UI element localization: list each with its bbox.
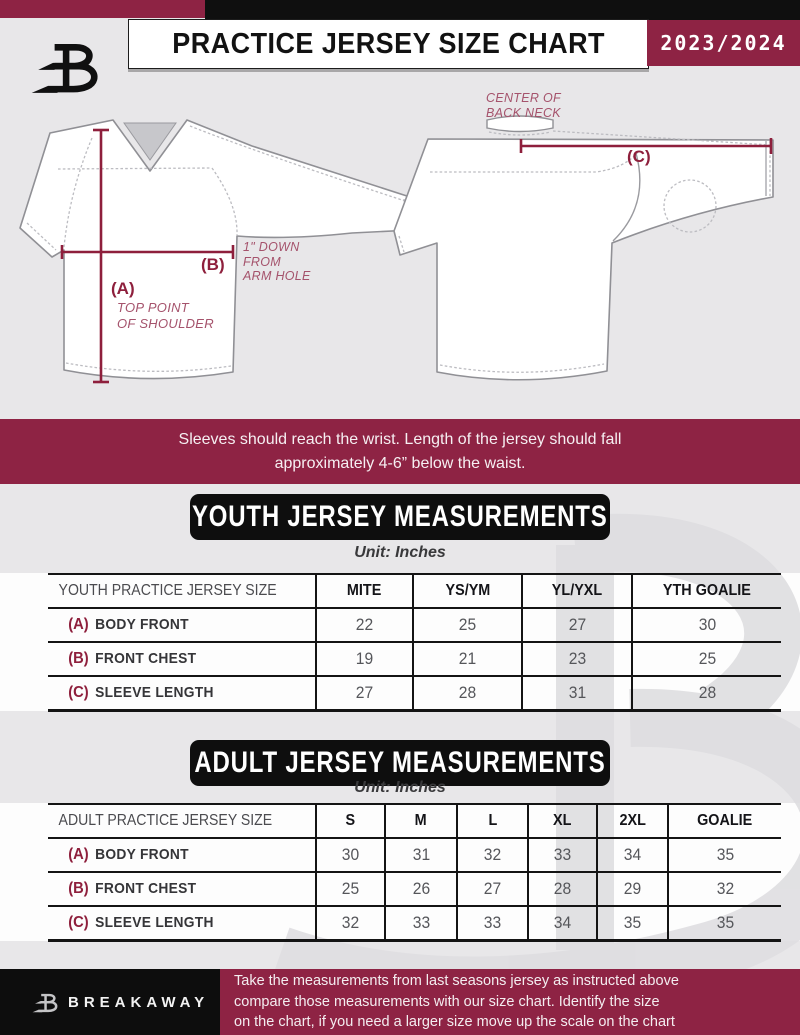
youth-row-body-front: (A) BODY FRONT 22 25 27 30 — [48, 608, 781, 642]
size-l: L — [488, 812, 497, 829]
youth-row-front-chest: (B) FRONT CHEST 19 21 23 25 — [48, 642, 781, 676]
page-title-text: PRACTICE JERSEY SIZE CHART — [172, 27, 605, 60]
brand-name: BREAKAWAY — [68, 993, 210, 1011]
youth-unit-label: Unit: Inches — [354, 544, 446, 561]
adult-section-heading: ADULT JERSEY MEASUREMENTS — [190, 740, 610, 786]
adult-row-body-front: (A) BODY FRONT 30 31 32 33 34 35 — [48, 838, 781, 872]
youth-section-heading: YOUTH JERSEY MEASUREMENTS — [190, 494, 610, 540]
measure-label-a: (A) — [111, 279, 135, 298]
size-m: M — [414, 812, 427, 829]
notice-line-2: approximately 4-6” below the waist. — [274, 454, 526, 472]
youth-row-sleeve-length: (C) SLEEVE LENGTH 27 28 31 28 — [48, 676, 781, 711]
footer-line-2: compare those measurements with our size chart. Identify the size — [234, 993, 660, 1010]
measure-label-c: (C) — [627, 147, 651, 166]
adult-row-sleeve-length: (C) SLEEVE LENGTH 32 33 33 34 35 35 — [48, 906, 781, 941]
size-ylyxl: YL/YXL — [551, 582, 603, 599]
youth-col-header: YOUTH PRACTICE JERSEY SIZE — [58, 582, 277, 599]
shoulder-note: TOP POINT OF SHOULDER — [117, 300, 214, 331]
footer-line-1: Take the measurements from last seasons jersey as instructed above — [234, 973, 679, 990]
size-mite: MITE — [347, 582, 382, 599]
adult-unit-label: Unit: Inches — [354, 779, 446, 796]
notice-line-1: Sleeves should reach the wrist. Length of the jersey should fall — [178, 430, 622, 448]
youth-header-row — [48, 574, 781, 608]
size-xl: XL — [553, 812, 572, 829]
measure-label-b: (B) — [201, 255, 225, 274]
size-s: S — [345, 812, 356, 829]
breakaway-b-logo-small — [30, 987, 58, 1018]
adult-size-table — [48, 803, 781, 942]
size-2xl: 2XL — [619, 812, 646, 829]
season-text: 2023/2024 — [660, 31, 787, 55]
size-goalie: GOALIE — [697, 812, 753, 829]
footer-line-3: on the chart, if you need a larger size move up the scale on the chart — [234, 1014, 675, 1031]
footer-brand-block — [0, 969, 220, 1035]
arm-hole-note: 1" DOWN FROM ARM HOLE — [243, 240, 311, 283]
adult-col-header: ADULT PRACTICE JERSEY SIZE — [58, 812, 273, 829]
size-yth-goalie: YTH GOALIE — [662, 582, 752, 599]
adult-row-front-chest: (B) FRONT CHEST 25 26 27 28 29 32 — [48, 872, 781, 906]
youth-size-table — [48, 573, 781, 712]
adult-header-row — [48, 804, 781, 838]
footer-instructions — [220, 969, 800, 1035]
back-neck-note: CENTER OF BACK NECK — [486, 91, 561, 120]
size-ysym: YS/YM — [445, 582, 490, 599]
